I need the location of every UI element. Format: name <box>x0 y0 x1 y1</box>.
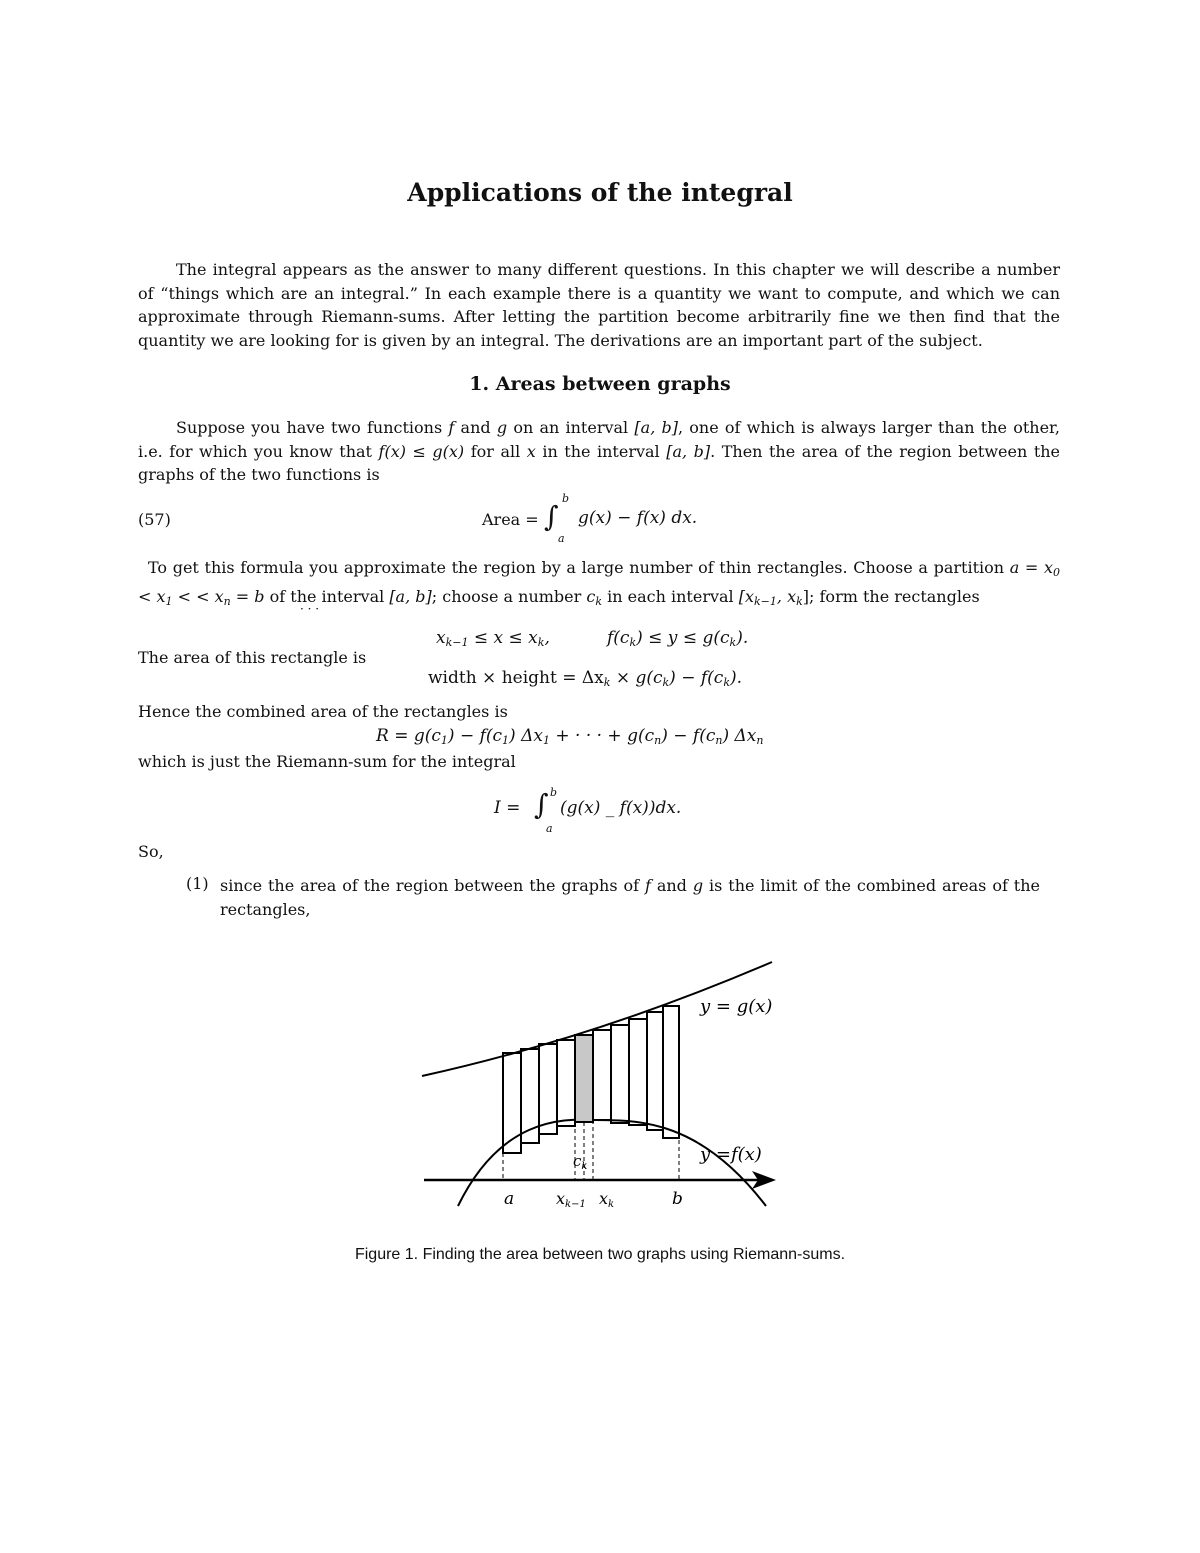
integrand-57: g(x) − f(x) dx. <box>578 508 698 528</box>
rect-10 <box>663 1006 679 1138</box>
area-lhs: Area = <box>482 510 539 529</box>
upper-limit-57: b <box>562 492 570 505</box>
curve-g <box>422 962 772 1076</box>
area-rectangle-label: The area of this rectangle is <box>138 648 367 667</box>
so-label: So, <box>138 842 164 861</box>
integral-sign-57: ∫ <box>544 500 559 533</box>
lower-limit-I: a <box>546 822 553 835</box>
label-xk: xk <box>599 1189 615 1210</box>
combined-area-label: Hence the combined area of the rectangles is <box>138 702 508 721</box>
upper-limit-I: b <box>550 786 558 799</box>
I-lhs: I = <box>494 798 521 818</box>
rect-4 <box>557 1040 575 1126</box>
x-range: $x_{k-1} \le x \le x_k$, <box>436 628 550 649</box>
figure-caption: Figure 1. Finding the area between two graphs using Riemann-sums. <box>354 1246 846 1263</box>
y-range: $f(c_k) \le y \le g(c_k)$. <box>607 628 749 649</box>
riemann-sum-equation: $R = g(c_1) - f(c_1) \Delta x_1$ + · · · + $g(c_n) - f(c_n)$ $\Delta x_n$ <box>376 726 764 747</box>
rect-9 <box>647 1012 663 1130</box>
intro-paragraph: The integral appears as the answer to many different questions. In this chapter we will describe a number of “things which are an integral.” In each example there is a quantity we want to compute, and which we can approximate through Riemann-sums. After letting the partition become arbitrarily fine we then find that the quantity we are looking for is given by an integral. The derivations are an important part of the subject. <box>138 260 1060 350</box>
rect-8 <box>629 1019 647 1125</box>
riemann-label: which is just the Riemann-sum for the integral <box>138 752 516 771</box>
paragraph-partition: To get this formula you approximate the region by a large number of thin rectangles. Choose a partition $a = x_0 < x_1$ < < $x_n = b$ of the interval [a, b]; choose a number $c_k$ in each interval [$x_{k-1}$, $x_k$]; form the rectangles <box>138 558 1060 608</box>
item-number-1: (1) <box>186 874 209 893</box>
paragraph-two-functions: Suppose you have two functions f and g on an interval [a, b], one of which is always larger than the other, i.e. for which you know that f(x) ≤ g(x) for all x in the interval [a, b]. Then the area of the region between the graphs of the two functions is <box>138 418 1061 484</box>
item-1-text: since the area of the region between the graphs of f and g is the limit of the combined areas of the rectangles, <box>220 876 1041 919</box>
section-heading-areas: 1. Areas between graphs <box>469 373 731 395</box>
label-b: b <box>672 1189 683 1209</box>
rect-6 <box>593 1030 611 1120</box>
label-ck: $c_k$ <box>573 1152 588 1172</box>
rect-1 <box>503 1053 521 1153</box>
label-xk-1: xk−1 <box>556 1189 586 1210</box>
integrand-I: (g(x) _ f(x))dx. <box>560 798 682 818</box>
ellipsis-dots: · · · <box>300 602 320 616</box>
label-f: y =f(x) <box>700 1144 762 1165</box>
area-rectangle-equation: width × height = $\Delta x_k \times g(c_k) - f(c_k)$. <box>428 668 743 689</box>
rect-7 <box>611 1025 629 1123</box>
rectangles <box>503 1006 679 1153</box>
equation-number-57: (57) <box>138 510 171 529</box>
rect-3 <box>539 1044 557 1134</box>
integral-sign-I: ∫ <box>534 788 549 821</box>
page-title: Applications of the integral <box>407 178 793 207</box>
rect-highlight <box>575 1035 593 1122</box>
label-a: a <box>504 1189 515 1209</box>
label-g: y = g(x) <box>700 996 773 1017</box>
lower-limit-57: a <box>558 532 565 545</box>
